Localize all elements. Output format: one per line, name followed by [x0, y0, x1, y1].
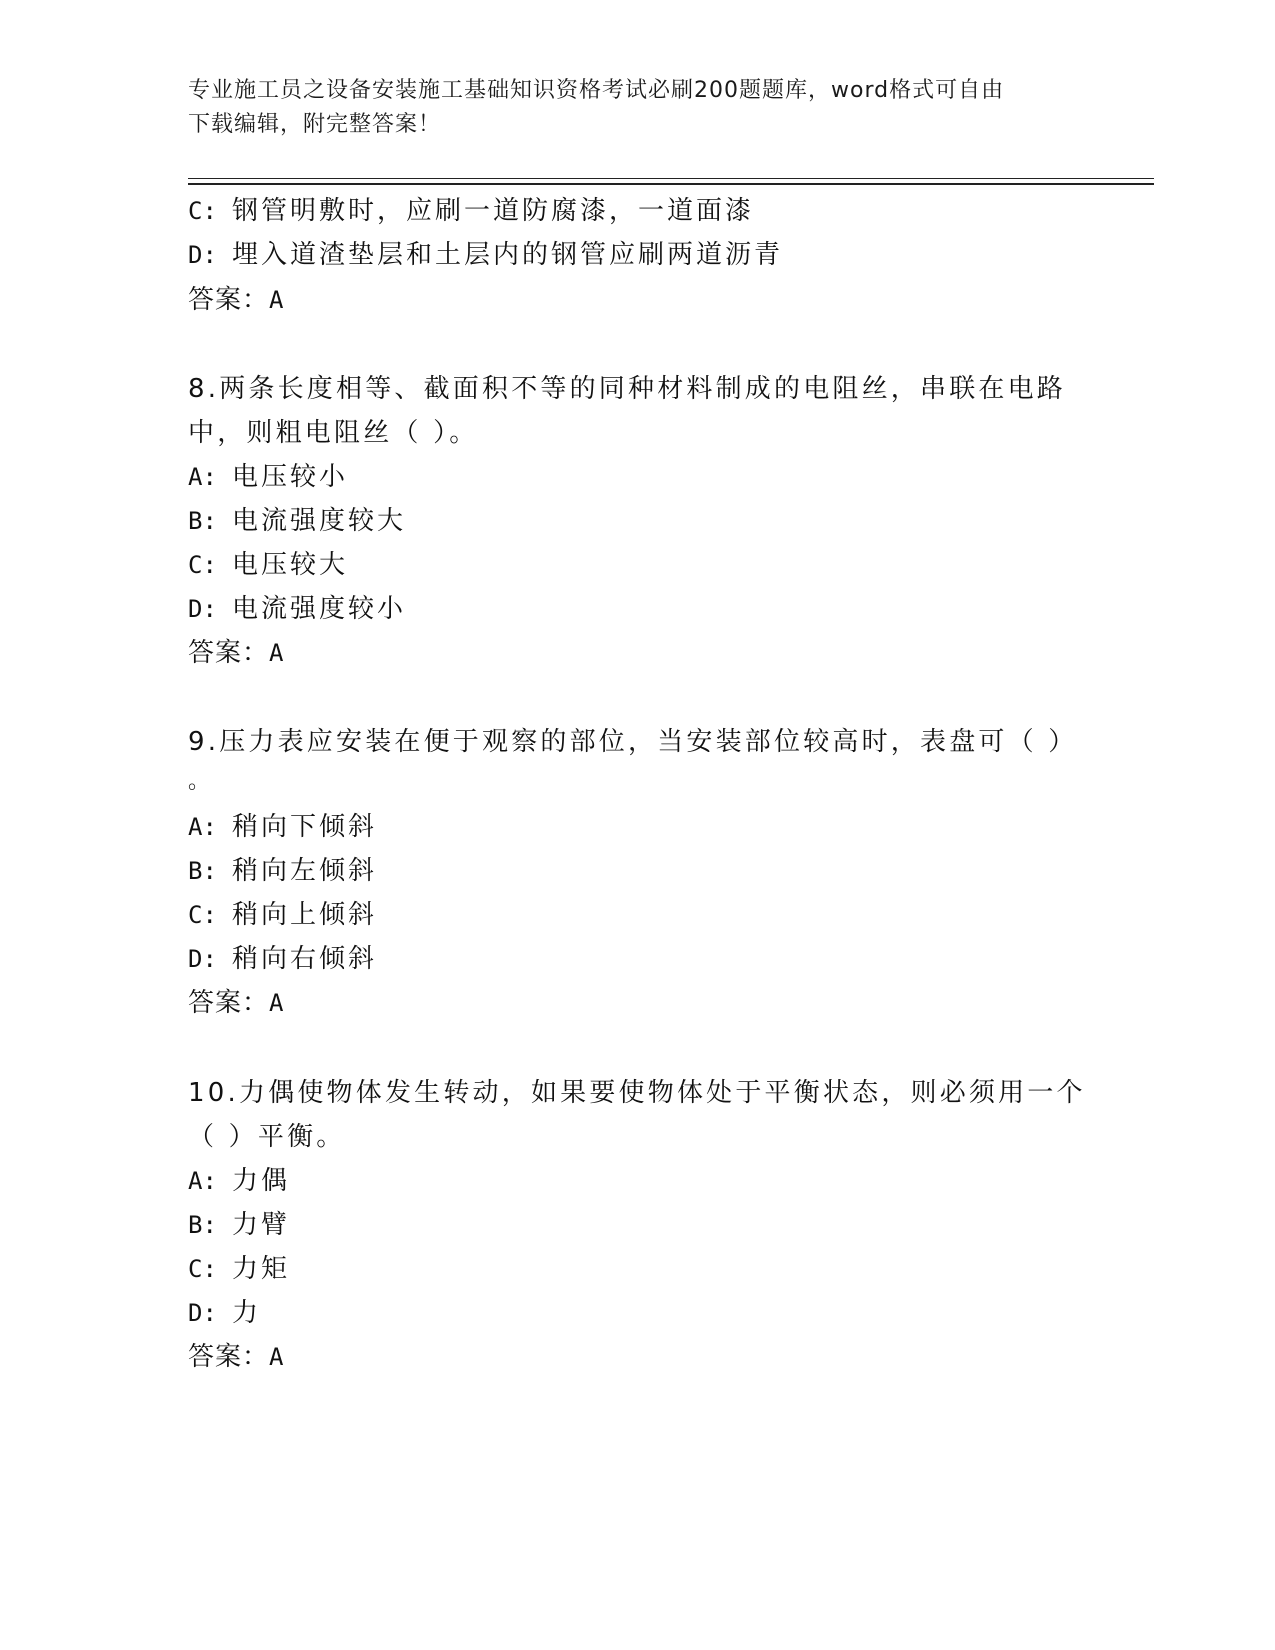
q9-option-b [188, 851, 377, 891]
option-text: 力臂 [232, 1210, 291, 1240]
q8-option-a [188, 457, 348, 497]
option-text: 埋入道渣垫层和土层内的钢管应刷两道沥青 [232, 240, 784, 270]
answer-key: 答案： [188, 1342, 270, 1372]
option-text: 钢管明敷时，应刷一道防腐漆，一道面漆 [232, 196, 755, 226]
option-label: B: [188, 1211, 217, 1239]
option-label: D: [188, 241, 217, 269]
q9-option-d [188, 939, 377, 979]
document-header [188, 74, 1088, 142]
header-divider-thin [188, 178, 1154, 179]
answer-value: A [269, 286, 284, 314]
option-text: 电压较小 [232, 462, 349, 492]
q10-answer [188, 1337, 283, 1377]
q8-stem-line-2: 中，则粗电阻丝（ ）。 [188, 418, 479, 448]
q8-stem-line-1: 8.两条长度相等、截面积不等的同种材料制成的电阻丝，串联在电路 [188, 374, 1067, 404]
option-text: 电流强度较小 [232, 594, 407, 624]
option-label: C: [188, 197, 217, 225]
q10-stem-line-1: 10.力偶使物体发生转动，如果要使物体处于平衡状态，则必须用一个 [188, 1078, 1086, 1108]
option-text: 稍向上倾斜 [232, 900, 378, 930]
option-label: A: [188, 813, 217, 841]
q9-stem-line-2: 。 [188, 769, 214, 794]
q9-option-a [188, 807, 377, 847]
option-text: 力偶 [232, 1166, 291, 1196]
option-text: 稍向下倾斜 [232, 812, 378, 842]
q7-option-d [188, 235, 783, 275]
q10-option-c [188, 1249, 290, 1289]
option-label: A: [188, 463, 217, 491]
q10-option-d [188, 1293, 261, 1333]
q10-stem-line-2: （ ）平衡。 [188, 1122, 346, 1152]
answer-key: 答案： [188, 285, 270, 315]
option-text: 稍向左倾斜 [232, 856, 378, 886]
option-label: D: [188, 1299, 217, 1327]
q8-option-b [188, 501, 406, 541]
answer-key: 答案： [188, 638, 270, 668]
option-label: C: [188, 551, 217, 579]
option-text: 电压较大 [232, 550, 349, 580]
option-label: D: [188, 945, 217, 973]
option-text: 电流强度较大 [232, 506, 407, 536]
option-label: B: [188, 507, 217, 535]
answer-value: A [269, 639, 284, 667]
answer-key: 答案： [188, 988, 270, 1018]
header-line-2: 下载编辑，附完整答案！ [188, 112, 442, 137]
q8-option-c [188, 545, 348, 585]
option-label: C: [188, 1255, 217, 1283]
header-line-1: 专业施工员之设备安装施工基础知识资格考试必刷200题题库，word格式可自由 [188, 78, 1005, 103]
q9-stem-line-1: 9.压力表应安装在便于观察的部位，当安装部位较高时，表盘可（ ） [188, 727, 1078, 757]
q7-option-c [188, 191, 754, 231]
option-label: B: [188, 857, 217, 885]
option-text: 稍向右倾斜 [232, 944, 378, 974]
q10-option-b [188, 1205, 290, 1245]
q9-option-c [188, 895, 377, 935]
option-label: C: [188, 901, 217, 929]
q9-answer [188, 983, 283, 1023]
q8-answer [188, 633, 283, 673]
option-label: A: [188, 1167, 217, 1195]
answer-value: A [269, 1343, 284, 1371]
header-divider-thick [188, 183, 1154, 185]
answer-value: A [269, 989, 284, 1017]
q7-answer [188, 280, 283, 320]
option-label: D: [188, 595, 217, 623]
q10-option-a [188, 1161, 290, 1201]
q8-option-d [188, 589, 406, 629]
option-text: 力矩 [232, 1254, 291, 1284]
option-text: 力 [232, 1298, 262, 1328]
